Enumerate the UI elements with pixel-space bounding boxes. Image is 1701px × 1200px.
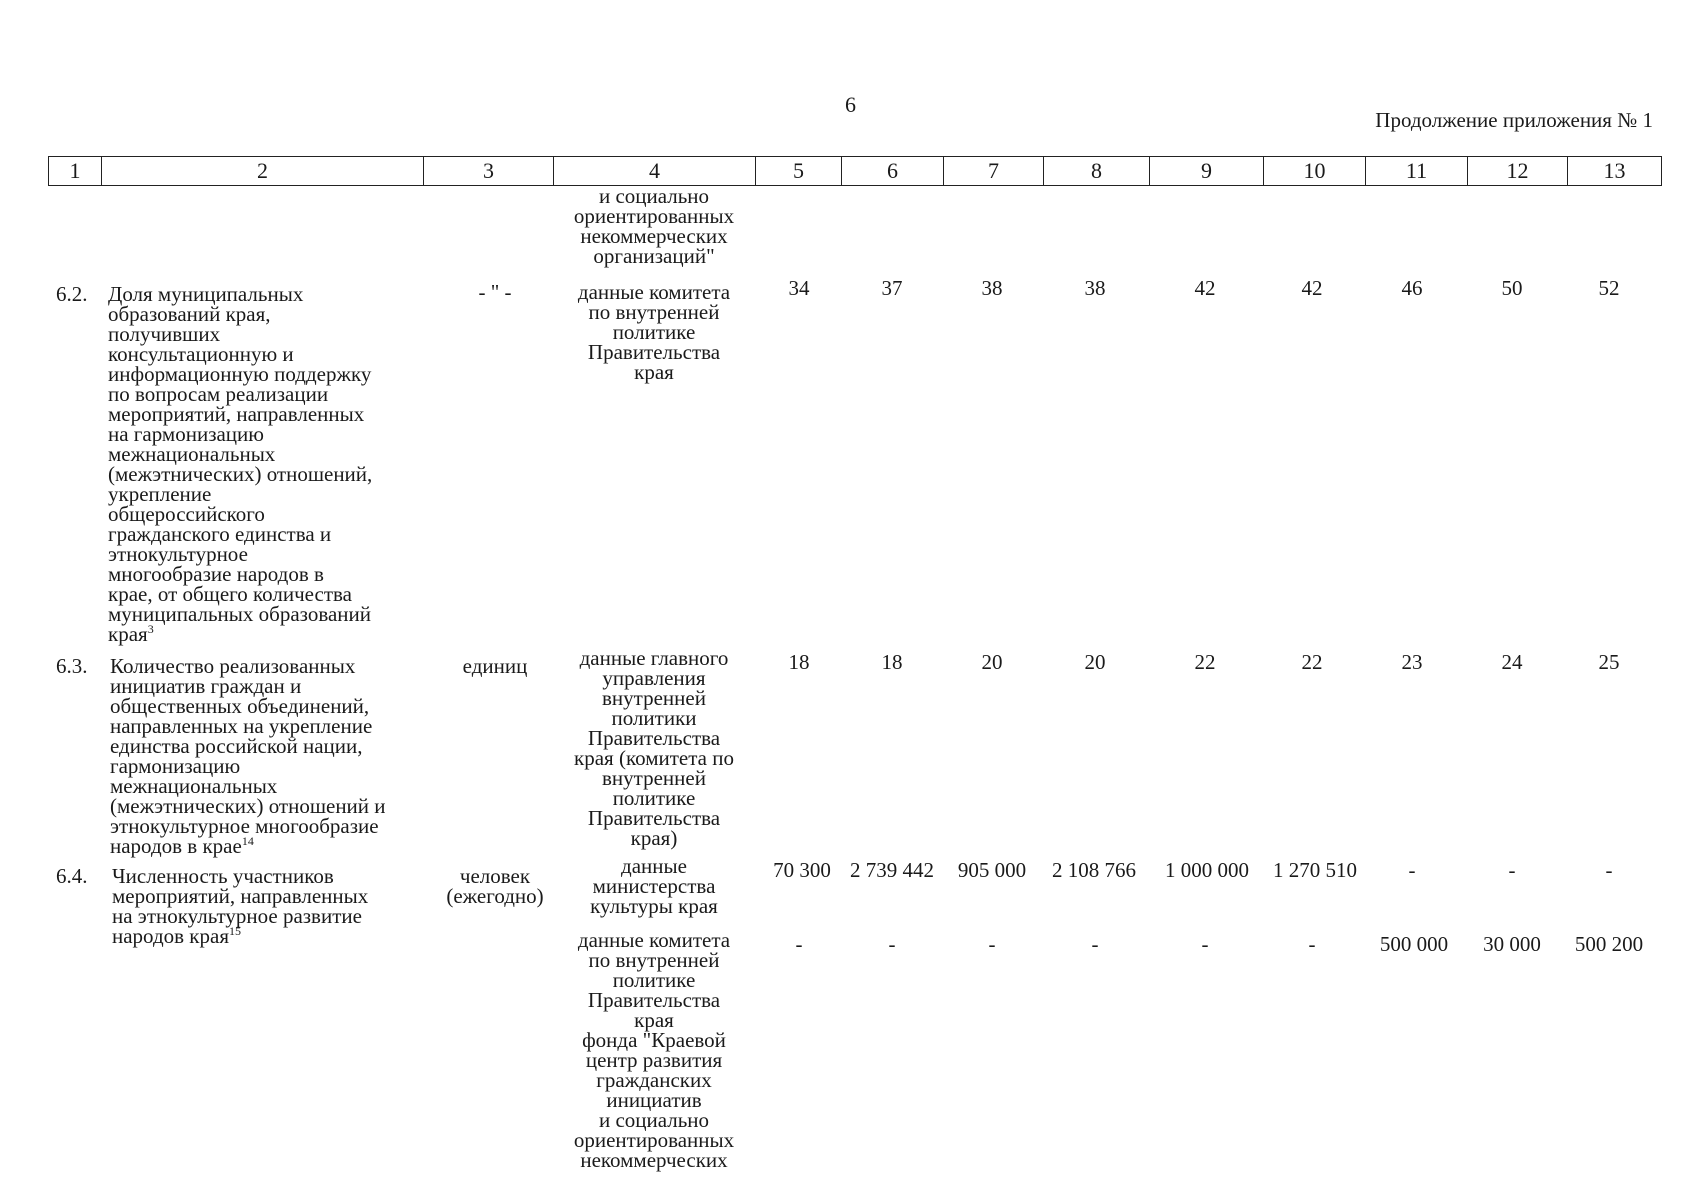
row-6-4-note: 15 (229, 924, 241, 938)
row-6-3-unit: единиц (462, 654, 528, 678)
table-header-row (48, 156, 1662, 186)
row-6-3-value-11: 23 (1401, 650, 1423, 674)
row-6-4-value-11: - (1408, 858, 1416, 882)
row-6-3-value-8: 20 (1084, 650, 1106, 674)
header-col-4: 4 (553, 157, 755, 185)
header-col-11: 11 (1365, 157, 1467, 185)
row-6-2-unit: - " - (478, 280, 512, 304)
row-6-3-value-5: 18 (788, 650, 810, 674)
row-6-4-value-12: - (1508, 858, 1516, 882)
row-6-4-value-10: 1 270 510 (1273, 858, 1357, 882)
row-6-4-value2-10: - (1308, 932, 1316, 956)
row-6-4-value-5: 70 300 (773, 858, 831, 882)
row-6-4-source: данные министерства культуры края (590, 854, 718, 918)
row-6-3-value-10: 22 (1301, 650, 1323, 674)
row-6-4-value2-12: 30 000 (1483, 932, 1541, 956)
row-6-4-source-2: данные комитета по внутренней политике Правительства края фонда "Краевой центр развития гражданских инициатив и социально ориентированных некоммерческих (573, 928, 735, 1172)
row-6-4-name-text: Численность участников мероприятий, направленных на этнокультурное развитие народов края (112, 864, 369, 948)
header-col-2: 2 (101, 157, 423, 185)
row-6-2-value-10: 42 (1301, 276, 1323, 300)
header-col-6: 6 (841, 157, 943, 185)
header-col-8: 8 (1043, 157, 1149, 185)
row-6-3-value-12: 24 (1501, 650, 1523, 674)
row-6-4-value2-9: - (1201, 932, 1209, 956)
row-6-2-value-9: 42 (1194, 276, 1216, 300)
row-6-3-value-7: 20 (981, 650, 1003, 674)
row-6-2-value-11: 46 (1401, 276, 1423, 300)
header-col-3: 3 (423, 157, 553, 185)
row-6-3-value-13: 25 (1598, 650, 1620, 674)
row-6-2-name-text: Доля муниципальных образований края, получивших консультационную и информационную поддержку по вопросам реализации мероприятий, направленных на гармонизацию межнациональных (межэтнических) отношений, укрепление общероссийского гражданского единства и этнокультурное многообразие народов в крае, от общего количества муниципальных образований края (108, 282, 373, 646)
header-col-9: 9 (1149, 157, 1263, 185)
row-6-3-name-text: Количество реализованных инициатив граждан и общественных объединений, направленных на укрепление единства российской нации, гармонизацию межнациональных (межэтнических) отношений и этнокультурное многообразие народов в крае (110, 654, 386, 858)
row-6-4-value-9: 1 000 000 (1165, 858, 1249, 882)
row-6-4-value2-7: - (988, 932, 996, 956)
header-col-1: 1 (69, 158, 81, 183)
header-col-5: 5 (755, 157, 841, 185)
row-6-3-code: 6.3. (56, 654, 88, 678)
row-6-4-value2-8: - (1091, 932, 1099, 956)
row-6-4-unit: человек (ежегодно) (446, 864, 544, 908)
row-6-4-value-7: 905 000 (957, 858, 1027, 882)
row-6-2-value-8: 38 (1084, 276, 1106, 300)
page-number: 6 (845, 92, 856, 117)
row-6-2-code: 6.2. (56, 282, 88, 306)
row-6-3-value-6: 18 (881, 650, 903, 674)
row-6-3-value-9: 22 (1194, 650, 1216, 674)
header-col-12: 12 (1467, 157, 1567, 185)
row-6-4-value-8: 2 108 766 (1052, 858, 1136, 882)
row-6-2-value-7: 38 (981, 276, 1003, 300)
row-6-4-value-13: - (1605, 858, 1613, 882)
row-6-3-note: 14 (241, 834, 254, 848)
header-col-7: 7 (943, 157, 1043, 185)
row-6-4-value2-6: - (888, 932, 896, 956)
header-col-13: 13 (1567, 157, 1661, 185)
carryover-source: и социально ориентированных некоммерческих организаций" (573, 184, 735, 268)
row-6-4-value2-13: 500 200 (1574, 932, 1644, 956)
row-6-4-value2-11: 500 000 (1379, 932, 1449, 956)
row-6-4-code: 6.4. (56, 864, 88, 888)
row-6-2-note: 3 (147, 622, 154, 636)
continuation-label: Продолжение приложения № 1 (1375, 108, 1653, 132)
row-6-2-value-6: 37 (881, 276, 903, 300)
row-6-2-source: данные комитета по внутренней политике Правительства края (577, 280, 731, 384)
row-6-2-name (108, 284, 438, 644)
header-col-10: 10 (1263, 157, 1365, 185)
row-6-4-value2-5: - (795, 932, 803, 956)
row-6-2-value-5: 34 (788, 276, 810, 300)
row-6-4-value-6: 2 739 442 (850, 858, 934, 882)
row-6-3-name (110, 656, 442, 856)
row-6-4-name (112, 866, 442, 946)
row-6-3-source: данные главного управления внутренней политики Правительства края (комитета по внутренней политике Правительства края) (574, 646, 734, 850)
row-6-2-value-13: 52 (1598, 276, 1620, 300)
row-6-2-value-12: 50 (1501, 276, 1523, 300)
